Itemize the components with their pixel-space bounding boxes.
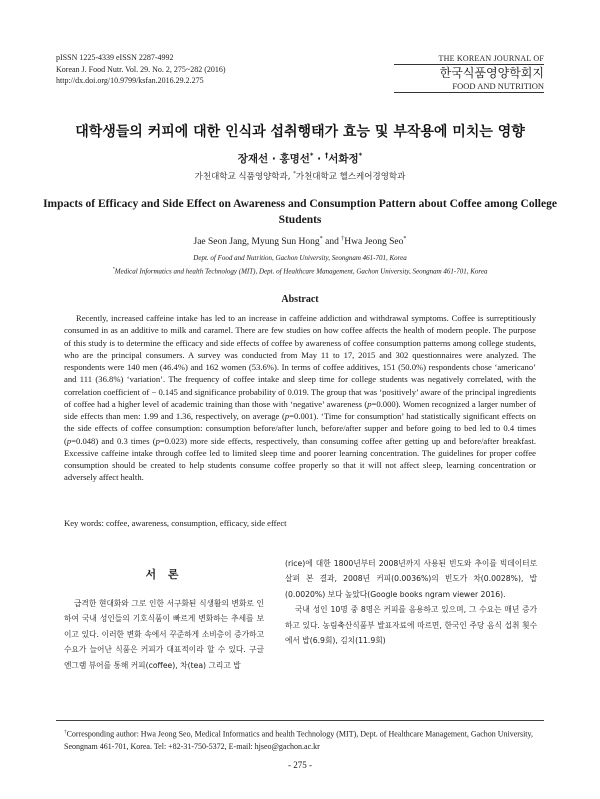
- authors-ko-sup3: *: [358, 151, 363, 160]
- authors-en-sup3: *: [403, 236, 407, 242]
- citation-line: Korean J. Food Nutr. Vol. 29. No. 2, 275~282 (2016): [56, 64, 226, 74]
- authors-en-sup1: *: [319, 236, 323, 242]
- authors-ko-part2: ·: [313, 153, 325, 165]
- footnote-text: Corresponding author: Hwa Jeong Seo, Medical Informatics and health Technology (MIT), Dept. of Healthcare Management, Gachon University, Seongnam 461-701, Korea. Tel: +82-31-750-5372, E-mail: hjseo@gachon.ac.kr: [64, 729, 534, 751]
- affil-en-sup: *: [112, 265, 115, 271]
- affiliation-english: [40, 253, 560, 276]
- body-right-column: [285, 556, 537, 648]
- doi-line[interactable]: http://dx.doi.org/10.9799/ksfan.2016.29.2.275: [56, 76, 204, 85]
- affil-en-line2: Medical Informatics and health Technology (MIT), Dept. of Healthcare Management, Gachon University, Seongnam 461-701, Korea: [114, 266, 488, 275]
- journal-name-en-top: THE KOREAN JOURNAL OF: [438, 54, 544, 63]
- footnote-dagger: †: [64, 729, 67, 735]
- title-korean: 대학생들의 커피에 대한 인식과 섭취행태가 효능 및 부작용에 미치는 영향: [75, 124, 525, 140]
- authors-en-part2: and: [322, 237, 342, 248]
- issn-line: pISSN 1225-4339 eISSN 2287-4992: [56, 53, 174, 62]
- abstract-p-3: p: [66, 435, 72, 446]
- abstract-text-2: =0.000). Women recognized a larger number of side effects than men: 1.99 and 1.36, respectively, on average (: [64, 398, 536, 421]
- authors-korean: [0, 151, 600, 166]
- abstract-p-2: p: [284, 411, 290, 421]
- footnote-divider: [56, 720, 544, 721]
- body-right-paragraph-1: (rice)에 대한 1800년부터 2008년까지 사용된 빈도와 추이를 빅데이터로 살펴 본 결과, 2008년 커피(0.0036%)의 빈도가 차(0.0028%), 밥(0.0020%) 보다 높았다(Google books ngram viewer 2016).: [285, 559, 537, 599]
- authors-en-sup2: †: [341, 236, 345, 242]
- abstract-text-5: =0.023) more side effects, respectively, than consuming coffee after getting up and before/after breakfast. Excessive caffeine intake through coffee led to limited sleep time and poorer learning concentration. The guidelines for proper coffee consumption should be created to help students consume coffee properly so that it will not affect sleep, learning concentration or adversely affect health.: [64, 435, 536, 483]
- journal-rule-top: [394, 64, 544, 65]
- title-english: Impacts of Efficacy and Side Effect on Awareness and Consumption Pattern about Coffee among College Students: [43, 198, 557, 226]
- affil-ko-sup: *: [293, 171, 296, 178]
- affil-en-line2-wrap: [40, 264, 560, 277]
- abstract-p-4: p: [155, 435, 160, 446]
- abstract-heading: Abstract: [281, 294, 319, 305]
- journal-logo: [394, 54, 544, 94]
- journal-name-en-bottom: FOOD AND NUTRITION: [452, 81, 544, 91]
- section-heading-introduction: 서 론: [145, 568, 183, 581]
- abstract-body: [64, 312, 536, 484]
- page-number: - 275 -: [288, 760, 312, 770]
- affiliation-korean: [0, 170, 600, 182]
- affil-ko-part2: 가천대학교 헬스케어경영학과: [295, 172, 406, 182]
- authors-en-part1: Jae Seon Jang, Myung Sun Hong: [193, 237, 320, 248]
- publication-info: [56, 52, 226, 87]
- affil-en-line1: Dept. of Food and Nutrition, Gachon University, Seongnam 461-701, Korea: [193, 254, 407, 262]
- affil-ko-part1: 가천대학교 식품영양학과,: [194, 172, 294, 182]
- abstract-text-4: =0.048) and 0.3 times (: [71, 435, 156, 446]
- journal-rule-bottom: [394, 92, 544, 93]
- journal-name-ko: 한국식품영양학회지: [439, 66, 544, 80]
- abstract-text-1: Recently, increased caffeine intake has led to an increase in caffeine addiction and withdrawal symptoms. Coffee is surreptitiously consumed in as an additive to milk and caramel. There are few studies on how coffee affects the health of modern people. The purpose of this study is to determine the efficacy and side effects of coffee by awareness of coffee consumption patterns among college students, who are the principal consumers. A survey was conducted from May 11 to 17, 2015 and 302 questionnaires were analyzed. The respondents were 140 men (46.4%) and 162 women (53.6%). In terms of coffee additives, 151 (50.0%) respondents chose ‘americano’ and 111 (36.8%) ‘variation’. The frequency of coffee intake and sleep time for college students was negatively correlated, with the correlation coefficient of − 0.145 and significance probability of 0.019. The group that was ‘positively’ aware of the principal ingredients of coffee had a higher level of academic training than those with ‘negative’ awareness (: [64, 313, 536, 409]
- authors-ko-sup2: †: [324, 151, 329, 160]
- abstract-p-1: p: [367, 398, 372, 409]
- body-right-paragraph-2: 국내 성인 10명 중 8명은 커피를 음용하고 있으며, 그 수요는 매년 증가하고 있다. 농림축산식품부 발표자료에 따르면, 한국인 주당 음식 섭취 횟수에서 밥(6.9회), 김치(11.9회): [285, 605, 537, 646]
- authors-en-part3: Hwa Jeong Seo: [344, 237, 404, 248]
- keywords: Key words: coffee, awareness, consumption, efficacy, side effect: [64, 518, 287, 528]
- authors-ko-part3: 서화정: [328, 153, 359, 165]
- body-left-column: 급격한 현대화와 그로 인한 서구화된 식생활의 변화로 인하여 국내 성인들의 기호식품이 빠르게 변화하는 추세를 보이고 있다. 이러한 변화 속에서 꾸준하게 소비층이 증가하고 수요가 늘어난 식품은 커피가 대표적이라 할 수 있다. 구글 엔그램 뷰어를 통해 커피(coffee), 차(tea) 그리고 밥: [64, 599, 264, 670]
- abstract-text-3: =0.001). ‘Time for consumption’ had statistically significant effects on the side effects of coffee consumption: consumption before/after lunch, before/after supper and before going to bed led to 0.4 times (: [64, 411, 536, 446]
- corresponding-author-footnote: [64, 726, 544, 753]
- authors-english: [0, 236, 600, 247]
- authors-ko-sup1: *: [309, 151, 314, 160]
- authors-ko-part1: 장재선 · 홍명선: [237, 153, 310, 165]
